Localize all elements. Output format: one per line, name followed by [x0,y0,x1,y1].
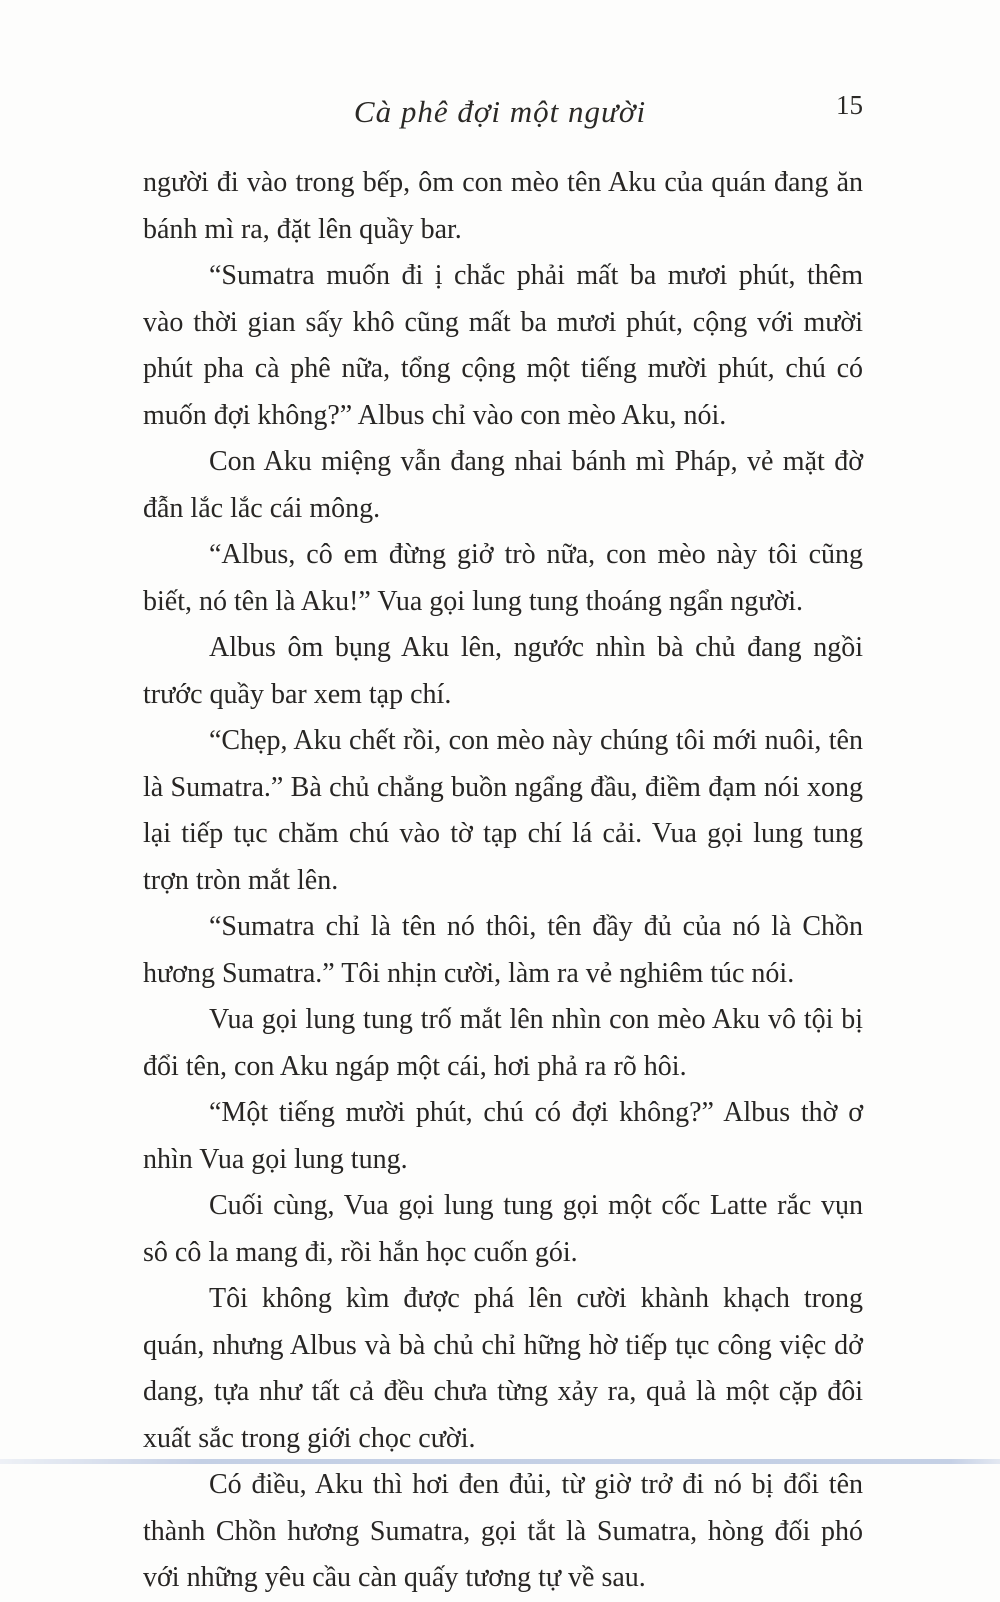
paragraph-7: “Sumatra chỉ là tên nó thôi, tên đầy đủ của nó là Chồn hương Sumatra.” Tôi nhịn cười, làm ra vẻ nghiêm túc nói. [143,911,863,989]
running-header-title: Cà phê đợi một người [353,94,647,129]
page-number: 15 [836,90,863,120]
page-header [0,0,1000,150]
page-body [143,160,863,1602]
paragraph-5: Albus ôm bụng Aku lên, ngước nhìn bà chủ đang ngồi trước quầy bar xem tạp chí. [143,632,863,710]
paragraph-9: “Một tiếng mười phút, chú có đợi không?” Albus thờ ơ nhìn Vua gọi lung tung. [143,1097,863,1175]
paragraph-4: “Albus, cô em đừng giở trò nữa, con mèo này tôi cũng biết, nó tên là Aku!” Vua gọi lung tung thoáng ngẩn người. [143,539,863,617]
scan-edge-artifact [0,1459,1000,1464]
paragraph-2: “Sumatra muốn đi ị chắc phải mất ba mươi phút, thêm vào thời gian sấy khô cũng mất ba mươi phút, cộng với mười phút pha cà phê nữa, tổng cộng một tiếng mười phút, chú có muốn đợi không?” Albus chỉ vào con mèo Aku, nói. [143,260,863,431]
paragraph-8: Vua gọi lung tung trố mắt lên nhìn con mèo Aku vô tội bị đổi tên, con Aku ngáp một cái, hơi phả ra rõ hôi. [143,1004,863,1082]
paragraph-11: Tôi không kìm được phá lên cười khành khạch trong quán, nhưng Albus và bà chủ chỉ hững hờ tiếp tục công việc dở dang, tựa như tất cả đều chưa từng xảy ra, quả là một cặp đôi xuất sắc trong giới chọc cười. [143,1283,863,1454]
paragraph-10: Cuối cùng, Vua gọi lung tung gọi một cốc Latte rắc vụn sô cô la mang đi, rồi hắn học cuốn gói. [143,1190,863,1268]
paragraph-6: “Chẹp, Aku chết rồi, con mèo này chúng tôi mới nuôi, tên là Sumatra.” Bà chủ chẳng buồn ngẩng đầu, điềm đạm nói xong lại tiếp tục chăm chú vào tờ tạp chí lá cải. Vua gọi lung tung trợn tròn mắt lên. [143,725,863,896]
paragraph-12: Có điều, Aku thì hơi đen đủi, từ giờ trở đi nó bị đổi tên thành Chồn hương Sumatra, gọi tắt là Sumatra, hòng đối phó với những yêu cầu càn quấy tương tự về sau. [143,1469,863,1593]
paragraph-1: người đi vào trong bếp, ôm con mèo tên Aku của quán đang ăn bánh mì ra, đặt lên quầy bar. [143,167,863,245]
paragraph-3: Con Aku miệng vẫn đang nhai bánh mì Pháp, vẻ mặt đờ đẫn lắc lắc cái mông. [143,446,863,524]
